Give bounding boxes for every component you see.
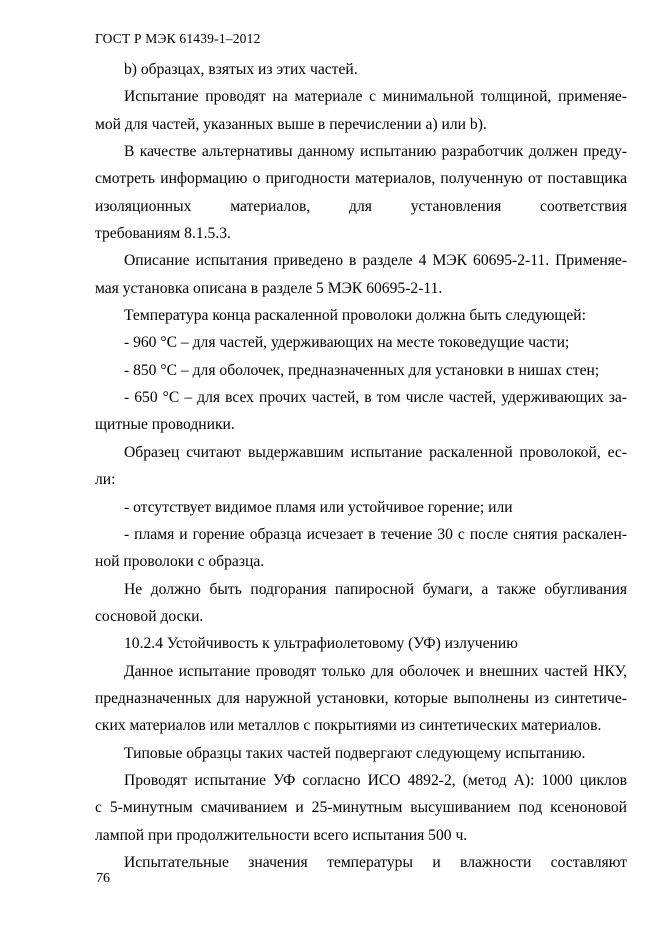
text-line: предназначенных для наружной установки, которые выполнены из синтетиче- [95, 689, 627, 707]
text-line: Испытательные значения температуры и влажности составляют [124, 853, 627, 871]
text-line: ских материалов или металлов с покрытиями из синтетических материалов. [95, 717, 602, 735]
text-line: - отсутствует видимое пламя или устойчивое горение; или [124, 498, 513, 516]
text-line: лампой при продолжительности всего испытания 500 ч. [95, 826, 468, 844]
page-number: 76 [96, 871, 110, 886]
text-line: - 850 °С – для оболочек, предназначенных для установки в нишах стен; [124, 361, 600, 379]
paragraph [95, 521, 627, 576]
paragraph [95, 658, 627, 740]
paragraph [95, 849, 627, 876]
document-header: ГОСТ Р МЭК 61439-1–2012 [95, 31, 261, 46]
text-line: ли: [95, 471, 116, 489]
paragraph [95, 630, 627, 657]
text-line: Не должно быть подгорания папиросной бумаги, а также обугливания [124, 580, 627, 598]
text-line: щитные проводники. [95, 416, 235, 434]
paragraph [95, 329, 627, 356]
paragraph [95, 83, 627, 138]
paragraph [95, 138, 627, 247]
paragraph [95, 56, 627, 83]
text-line: b) образцах, взятых из этих частей. [124, 61, 358, 78]
text-line: смотреть информацию о пригодности материалов, полученную от поставщика [95, 170, 627, 188]
text-line: Температура конца раскаленной проволоки должна быть следующей: [124, 307, 586, 325]
text-line: Проводят испытание УФ согласно ИСО 4892-2, (метод А): 1000 циклов [124, 771, 627, 789]
paragraph [95, 740, 627, 767]
text-line: мая установка описана в разделе 5 МЭК 60695-2-11. [95, 279, 443, 297]
text-line: Типовые образцы таких частей подвергают следующему испытанию. [124, 744, 586, 762]
paragraph [95, 357, 627, 384]
paragraph [95, 494, 627, 521]
text-line: мой для частей, указанных выше в перечислении a) или b). [95, 115, 487, 133]
text-line: Образец считают выдержавшим испытание раскаленной проволокой, ес- [124, 443, 627, 461]
text-line: Данное испытание проводят только для оболочек и внешних частей НКУ, [124, 662, 627, 680]
text-line: - 960 °С – для частей, удерживающих на месте токоведущие части; [124, 334, 570, 352]
text-line: с 5-минутным смачиванием и 25-минутным высушиванием под ксеноновой [95, 799, 627, 817]
text-line: - пламя и горение образца исчезает в течение 30 с после снятия раскален- [124, 525, 627, 543]
paragraph [95, 302, 627, 329]
text-line: изоляционных материалов, для установления соответствия [95, 197, 627, 215]
text-line: требованиям 8.1.5.3. [95, 225, 231, 243]
paragraph [95, 247, 627, 302]
text-line: - 650 °С – для всех прочих частей, в том числе частей, удерживающих за- [124, 389, 627, 407]
paragraph [95, 439, 627, 494]
paragraph [95, 384, 627, 439]
text-line: 10.2.4 Устойчивость к ультрафиолетовому (УФ) излучению [124, 635, 518, 653]
text-line: сосновой доски. [95, 607, 204, 625]
text-line: В качестве альтернативы данному испытанию разработчик должен преду- [124, 143, 627, 161]
paragraph [95, 576, 627, 631]
text-line: Описание испытания приведено в разделе 4 МЭК 60695-2-11. Применяе- [124, 252, 627, 270]
document-body [95, 56, 627, 876]
paragraph [95, 767, 627, 849]
text-line: ной проволоки с образца. [95, 553, 265, 571]
text-line: Испытание проводят на материале с минимальной толщиной, применяе- [124, 88, 627, 106]
